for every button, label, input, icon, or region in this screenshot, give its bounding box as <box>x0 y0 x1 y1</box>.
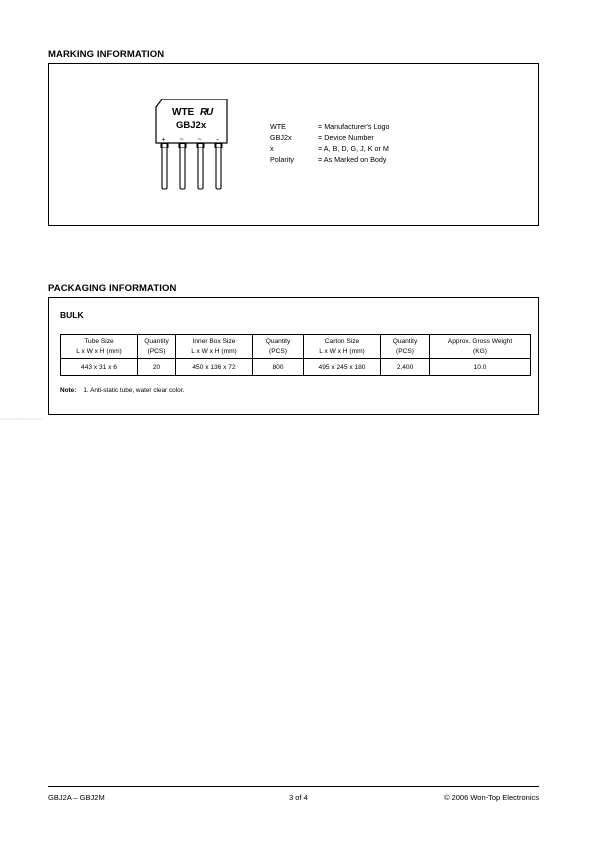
footer-part-range: GBJ2A – GBJ2M <box>48 793 105 802</box>
legend-key: Polarity <box>270 155 294 164</box>
bulk-label: BULK <box>60 310 84 320</box>
marking-legend <box>270 121 390 165</box>
header-tube-size: Tube Size L x W x H (mm) <box>61 335 138 359</box>
cell-inner-box-quantity: 800 <box>253 359 304 376</box>
cell-carton-quantity: 2,400 <box>381 359 430 376</box>
footer-copyright: © 2006 Won-Top Electronics <box>443 793 539 802</box>
packaging-info-box <box>48 297 539 415</box>
legend-row <box>270 143 390 154</box>
cell-gross-weight: 10.0 <box>430 359 531 376</box>
marking-info-box <box>48 63 539 226</box>
table-row <box>61 359 531 376</box>
ul-recognized-icon <box>200 107 214 118</box>
pin-1 <box>162 147 167 189</box>
header-tube-quantity: Quantity (PCS) <box>138 335 176 359</box>
watermark-text: www.DataSheet4U.com <box>0 416 43 421</box>
header-carton-quantity: Quantity (PCS) <box>381 335 430 359</box>
cell-inner-box-size: 450 x 136 x 72 <box>176 359 253 376</box>
pin-2 <box>180 147 185 189</box>
cell-tube-quantity: 20 <box>138 359 176 376</box>
note-text: 1. Anti-static tube, water clear color. <box>83 387 185 394</box>
marking-section-title: MARKING INFORMATION <box>48 49 165 60</box>
legend-value: = As Marked on Body <box>318 155 387 164</box>
legend-value: = Manufacturer's Logo <box>318 122 390 131</box>
pin-3 <box>198 147 203 189</box>
logo-text: WTE <box>172 107 195 118</box>
table-header-row <box>61 335 531 359</box>
legend-value: = Device Number <box>318 133 374 142</box>
pin-4 <box>216 147 221 189</box>
cell-carton-size: 495 x 245 x 180 <box>304 359 381 376</box>
note-label: Note: <box>60 387 77 394</box>
part-number-text: GBJ2x <box>176 120 207 131</box>
legend-value: = A, B, D, G, J, K or M <box>318 144 389 153</box>
legend-row <box>270 121 390 132</box>
svg-text:R: R <box>200 107 208 118</box>
header-inner-box-size: Inner Box Size L x W x H (mm) <box>176 335 253 359</box>
footer-page-number: 3 of 4 <box>289 793 308 802</box>
packaging-section-title: PACKAGING INFORMATION <box>48 283 177 294</box>
legend-key: x <box>270 144 274 153</box>
legend-key: WTE <box>270 122 286 131</box>
cell-tube-size: 443 x 31 x 6 <box>61 359 138 376</box>
packaging-note <box>60 387 184 394</box>
header-gross-weight: Approx. Gross Weight (KG) <box>430 335 531 359</box>
pin-label-ac2: ~ <box>197 136 202 144</box>
header-carton-size: Carton Size L x W x H (mm) <box>304 335 381 359</box>
pin-label-plus: + <box>161 136 166 144</box>
pin-label-minus: - <box>216 136 219 144</box>
legend-row <box>270 154 390 165</box>
pin-label-ac1: ~ <box>179 136 184 144</box>
legend-row <box>270 132 390 143</box>
footer-divider <box>48 786 539 787</box>
gbj-package-diagram <box>154 99 229 191</box>
svg-text:U: U <box>206 107 214 118</box>
legend-key: GBJ2x <box>270 133 292 142</box>
packaging-table <box>60 334 531 376</box>
header-inner-box-quantity: Quantity (PCS) <box>253 335 304 359</box>
